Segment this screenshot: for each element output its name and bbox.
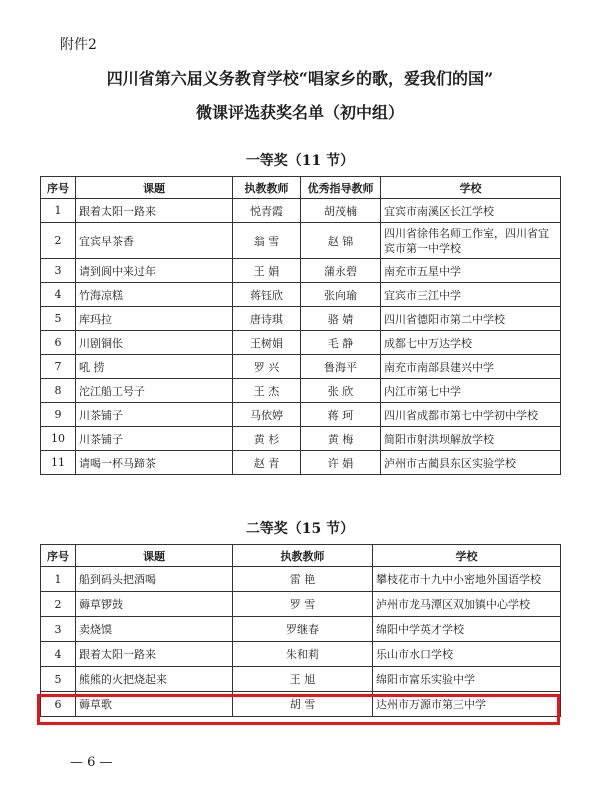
cell-teacher: 悦青霞 (233, 199, 301, 223)
col-header-teacher: 执教教师 (233, 177, 301, 199)
col-header-school: 学校 (373, 545, 561, 567)
cell-topic: 船到码头把酒喝 (76, 567, 233, 592)
cell-mentor: 赵 锦 (301, 223, 381, 259)
cell-mentor: 蒋 珂 (301, 403, 381, 427)
cell-mentor: 骆 婧 (301, 307, 381, 331)
cell-teacher: 唐诗琪 (233, 307, 301, 331)
cell-school: 达州市万源市第三中学 (373, 692, 561, 717)
cell-school: 南充市五星中学 (381, 259, 561, 283)
cell-index: 2 (41, 223, 76, 259)
cell-topic: 沱江船工号子 (76, 379, 233, 403)
cell-mentor: 鲁海平 (301, 355, 381, 379)
col-header-teacher: 执教教师 (233, 545, 373, 567)
cell-topic: 川剧铜伥 (76, 331, 233, 355)
table-row (41, 307, 561, 331)
cell-index: 11 (41, 451, 76, 475)
cell-teacher: 王 杰 (233, 379, 301, 403)
cell-teacher: 黄 杉 (233, 427, 301, 451)
col-header-mentor: 优秀指导教师 (301, 177, 381, 199)
cell-topic: 请到阆中来过年 (76, 259, 233, 283)
cell-index: 6 (41, 692, 76, 717)
cell-index: 6 (41, 331, 76, 355)
cell-school: 四川省德阳市第二中学校 (381, 307, 561, 331)
table-row (41, 567, 561, 592)
cell-mentor: 蒲永碧 (301, 259, 381, 283)
cell-index: 4 (41, 642, 76, 667)
cell-index: 2 (41, 592, 76, 617)
cell-topic: 薅草锣鼓 (76, 592, 233, 617)
cell-school: 宜宾市三江中学 (381, 283, 561, 307)
table-row (41, 199, 561, 223)
col-header-school: 学校 (381, 177, 561, 199)
document-title-line1: 四川省第六届义务教育学校“唱家乡的歌，爱我们的国” (106, 69, 494, 88)
cell-school: 泸州市古蔺县东区实验学校 (381, 451, 561, 475)
cell-topic: 库玛拉 (76, 307, 233, 331)
cell-teacher: 朱和莉 (233, 642, 373, 667)
cell-school: 南充市南部县建兴中学 (381, 355, 561, 379)
highlight-box (37, 694, 560, 725)
cell-mentor: 张 欣 (301, 379, 381, 403)
cell-index: 9 (41, 403, 76, 427)
cell-school: 宜宾市南溪区长江学校 (381, 199, 561, 223)
cell-teacher: 王树娟 (233, 331, 301, 355)
table-row (41, 331, 561, 355)
cell-index: 10 (41, 427, 76, 451)
cell-topic: 请喝一杯马蹄茶 (76, 451, 233, 475)
col-header-index: 序号 (41, 545, 76, 567)
table-row (41, 259, 561, 283)
cell-teacher: 马依婷 (233, 403, 301, 427)
cell-topic: 跟着太阳一路来 (76, 199, 233, 223)
cell-topic: 竹海凉糕 (76, 283, 233, 307)
cell-index: 8 (41, 379, 76, 403)
cell-mentor: 毛 静 (301, 331, 381, 355)
first-prize-table (40, 176, 561, 475)
cell-teacher: 王 旭 (233, 667, 373, 692)
cell-school: 内江市第七中学 (381, 379, 561, 403)
cell-topic: 川茶铺子 (76, 427, 233, 451)
table-row (41, 403, 561, 427)
cell-school: 绵阳市富乐实验中学 (373, 667, 561, 692)
attachment-label: 附件2 (60, 37, 97, 53)
cell-topic: 熊熊的火把烧起来 (76, 667, 233, 692)
cell-topic: 吼 捞 (76, 355, 233, 379)
cell-index: 3 (41, 617, 76, 642)
table-row (41, 451, 561, 475)
table-row (41, 427, 561, 451)
cell-school: 泸州市龙马潭区双加镇中心学校 (373, 592, 561, 617)
cell-teacher: 赵 青 (233, 451, 301, 475)
cell-index: 1 (41, 567, 76, 592)
col-header-index: 序号 (41, 177, 76, 199)
table-row (41, 667, 561, 692)
table-row (41, 592, 561, 617)
document-title-line2: 微课评选获奖名单（初中组） (195, 103, 404, 122)
col-header-topic: 课题 (76, 545, 233, 567)
cell-teacher: 翁 雪 (233, 223, 301, 259)
table-row (41, 379, 561, 403)
cell-school: 四川省徐伟名师工作室，四川省宜宾市第一中学校 (381, 223, 561, 259)
cell-school: 乐山市水口学校 (373, 642, 561, 667)
cell-topic: 川茶铺子 (76, 403, 233, 427)
cell-index: 7 (41, 355, 76, 379)
cell-teacher: 雷 艳 (233, 567, 373, 592)
cell-mentor: 黄 梅 (301, 427, 381, 451)
first-prize-title: 一等奖（11 节） (245, 153, 355, 169)
table-row (41, 642, 561, 667)
cell-teacher: 罗 兴 (233, 355, 301, 379)
cell-topic: 跟着太阳一路来 (76, 642, 233, 667)
cell-teacher: 罗继春 (233, 617, 373, 642)
cell-mentor: 许 娟 (301, 451, 381, 475)
cell-teacher: 胡 雪 (233, 692, 373, 717)
table-row (41, 617, 561, 642)
cell-mentor: 张向瑜 (301, 283, 381, 307)
cell-school: 成都七中万达学校 (381, 331, 561, 355)
table-row (41, 223, 561, 259)
cell-school: 攀枝花市十九中小密地外国语学校 (373, 567, 561, 592)
cell-index: 4 (41, 283, 76, 307)
cell-teacher: 罗 雪 (233, 592, 373, 617)
cell-school: 简阳市射洪坝解放学校 (381, 427, 561, 451)
col-header-topic: 课题 (76, 177, 233, 199)
cell-topic: 卖烧馍 (76, 617, 233, 642)
second-prize-table (40, 544, 561, 717)
cell-index: 1 (41, 199, 76, 223)
cell-teacher: 王 娟 (233, 259, 301, 283)
cell-topic: 薅草歌 (76, 692, 233, 717)
cell-school: 四川省成都市第七中学初中学校 (381, 403, 561, 427)
table-row (41, 355, 561, 379)
cell-index: 5 (41, 307, 76, 331)
page-number: — 6 — (70, 755, 113, 770)
second-prize-title: 二等奖（15 节） (245, 521, 355, 537)
second-prize-header-row (41, 545, 561, 567)
cell-teacher: 蒋钰欣 (233, 283, 301, 307)
table-row (41, 283, 561, 307)
cell-school: 绵阳中学英才学校 (373, 617, 561, 642)
cell-index: 5 (41, 667, 76, 692)
cell-index: 3 (41, 259, 76, 283)
first-prize-header-row (41, 177, 561, 199)
cell-topic: 宜宾早茶香 (76, 223, 233, 259)
cell-mentor: 胡茂楠 (301, 199, 381, 223)
